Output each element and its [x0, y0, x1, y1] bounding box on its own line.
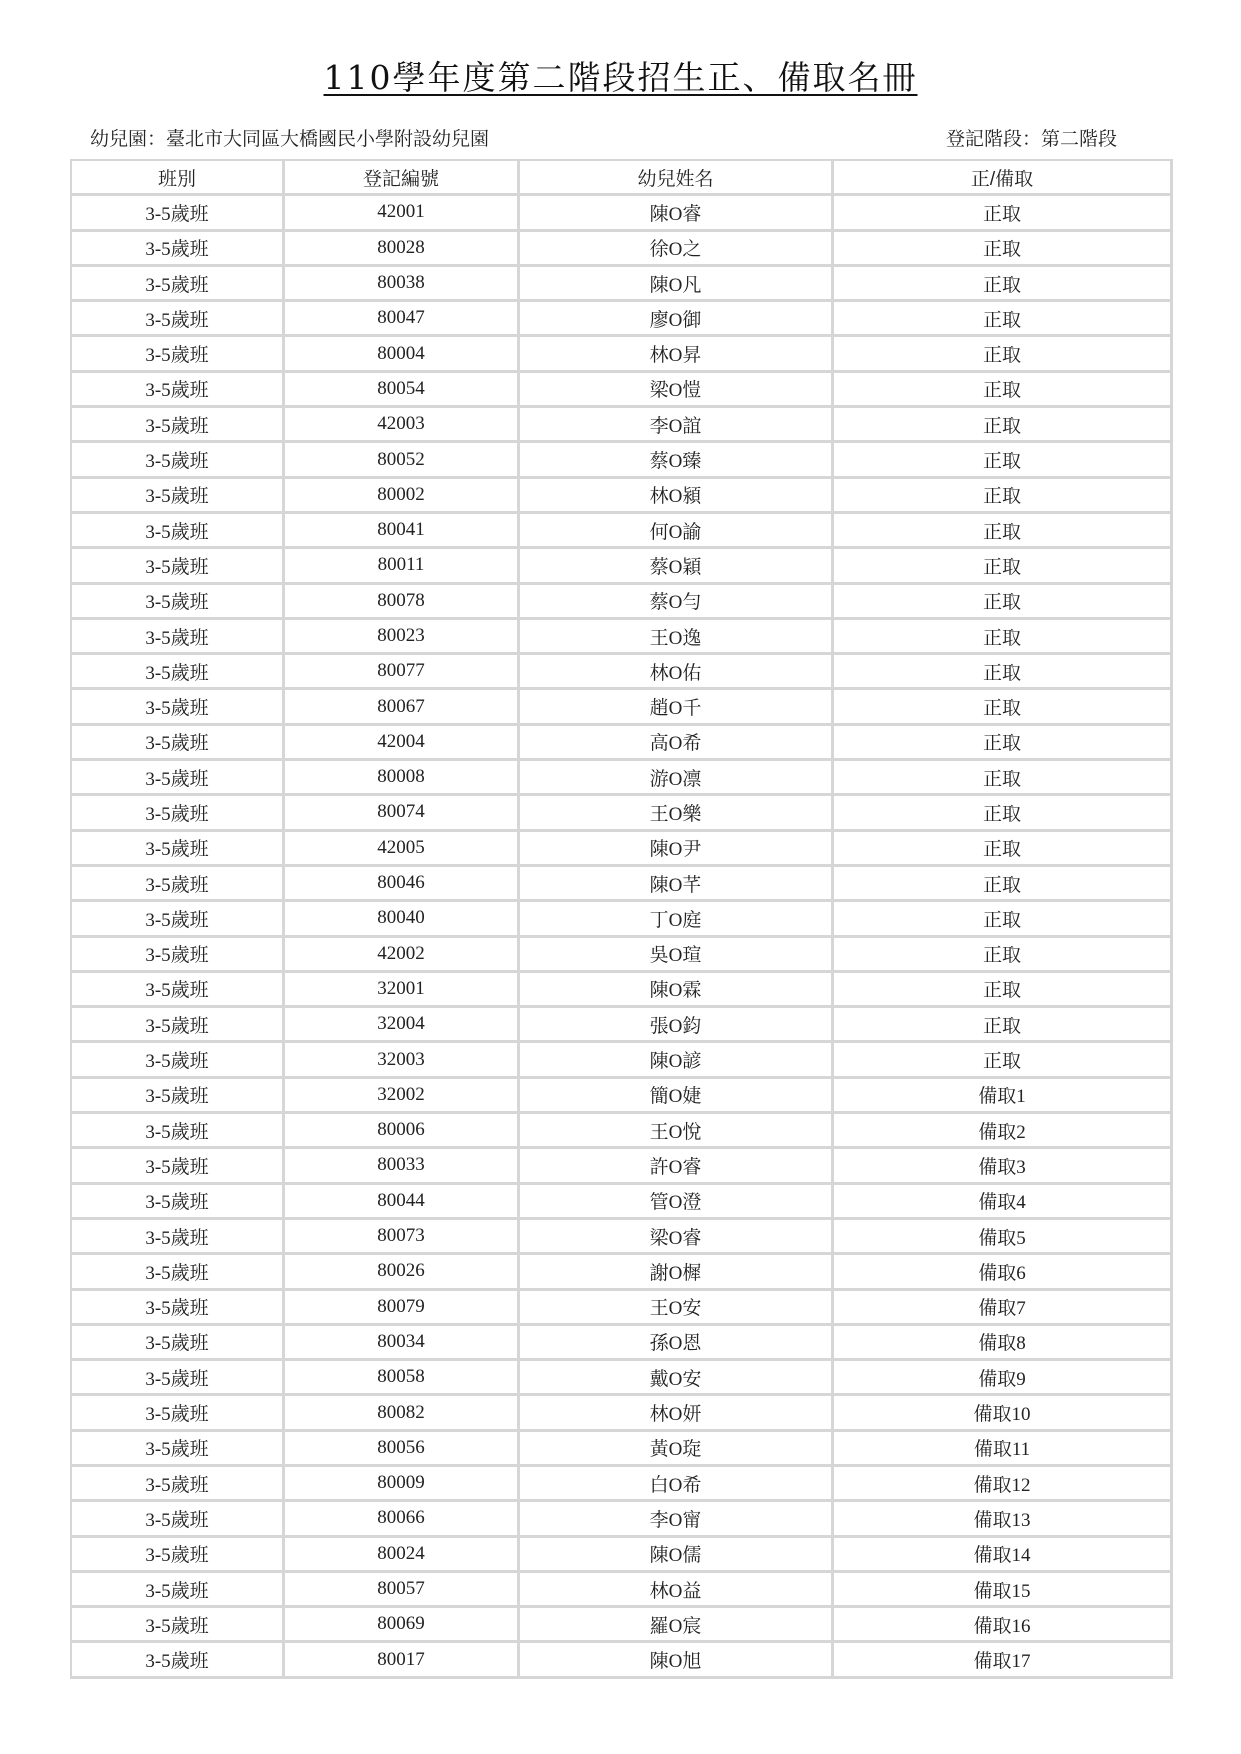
table-row: [72, 620, 1173, 655]
table-row: [72, 408, 1173, 443]
cell-admission-status: 正取: [834, 832, 1173, 867]
table-row: [72, 267, 1173, 302]
cell-child-name: 李O誼: [520, 408, 834, 443]
cell-registration-id: 80004: [285, 337, 520, 372]
cell-admission-status: 備取15: [834, 1573, 1173, 1608]
cell-class: 3-5歲班: [72, 902, 285, 937]
cell-registration-id: 42003: [285, 408, 520, 443]
cell-admission-status: 正取: [834, 867, 1173, 902]
table-row: [72, 514, 1173, 549]
cell-class: 3-5歲班: [72, 690, 285, 725]
cell-child-name: 徐O之: [520, 232, 834, 267]
cell-child-name: 陳O芊: [520, 867, 834, 902]
cell-registration-id: 80077: [285, 655, 520, 690]
table-row: [72, 796, 1173, 831]
cell-admission-status: 備取8: [834, 1326, 1173, 1361]
cell-admission-status: 正取: [834, 761, 1173, 796]
cell-admission-status: 備取2: [834, 1114, 1173, 1149]
cell-admission-status: 備取4: [834, 1185, 1173, 1220]
table-row: [72, 1396, 1173, 1431]
cell-child-name: 王O逸: [520, 620, 834, 655]
cell-class: 3-5歲班: [72, 267, 285, 302]
cell-child-name: 謝O樨: [520, 1255, 834, 1290]
header-child-name: 幼兒姓名: [520, 161, 834, 196]
cell-class: 3-5歲班: [72, 1643, 285, 1678]
cell-admission-status: 正取: [834, 549, 1173, 584]
cell-registration-id: 80009: [285, 1467, 520, 1502]
cell-registration-id: 80038: [285, 267, 520, 302]
table-row: [72, 232, 1173, 267]
table-row: [72, 1220, 1173, 1255]
cell-registration-id: 42002: [285, 938, 520, 973]
cell-child-name: 高O希: [520, 726, 834, 761]
cell-class: 3-5歲班: [72, 1538, 285, 1573]
cell-child-name: 林O益: [520, 1573, 834, 1608]
table-row: [72, 585, 1173, 620]
cell-class: 3-5歲班: [72, 867, 285, 902]
table-row: [72, 196, 1173, 231]
table-row: [72, 443, 1173, 478]
cell-admission-status: 正取: [834, 1043, 1173, 1078]
table-row: [72, 1467, 1173, 1502]
cell-child-name: 林O妍: [520, 1396, 834, 1431]
document-title-text: 110學年度第二階段招生正、備取名冊: [323, 58, 918, 97]
cell-registration-id: 80017: [285, 1643, 520, 1678]
cell-admission-status: 正取: [834, 1008, 1173, 1043]
table-row: [72, 1502, 1173, 1537]
cell-admission-status: 備取9: [834, 1361, 1173, 1396]
table-row: [72, 1643, 1173, 1678]
cell-child-name: 李O甯: [520, 1502, 834, 1537]
cell-registration-id: 80067: [285, 690, 520, 725]
cell-class: 3-5歲班: [72, 796, 285, 831]
cell-class: 3-5歲班: [72, 1326, 285, 1361]
cell-registration-id: 80034: [285, 1326, 520, 1361]
cell-child-name: 蔡O勻: [520, 585, 834, 620]
cell-admission-status: 正取: [834, 726, 1173, 761]
cell-registration-id: 80047: [285, 302, 520, 337]
cell-class: 3-5歲班: [72, 1361, 285, 1396]
cell-registration-id: 32004: [285, 1008, 520, 1043]
cell-registration-id: 80074: [285, 796, 520, 831]
cell-child-name: 簡O婕: [520, 1079, 834, 1114]
cell-admission-status: 正取: [834, 585, 1173, 620]
table-row: [72, 938, 1173, 973]
cell-child-name: 王O安: [520, 1291, 834, 1326]
cell-class: 3-5歲班: [72, 1008, 285, 1043]
cell-child-name: 陳O尹: [520, 832, 834, 867]
cell-registration-id: 80024: [285, 1538, 520, 1573]
cell-admission-status: 備取1: [834, 1079, 1173, 1114]
cell-class: 3-5歲班: [72, 302, 285, 337]
cell-admission-status: 正取: [834, 302, 1173, 337]
table-row: [72, 479, 1173, 514]
cell-class: 3-5歲班: [72, 1220, 285, 1255]
cell-child-name: 梁O睿: [520, 1220, 834, 1255]
cell-admission-status: 正取: [834, 620, 1173, 655]
cell-class: 3-5歲班: [72, 1467, 285, 1502]
cell-registration-id: 42005: [285, 832, 520, 867]
cell-admission-status: 正取: [834, 796, 1173, 831]
cell-class: 3-5歲班: [72, 1502, 285, 1537]
cell-admission-status: 正取: [834, 973, 1173, 1008]
cell-registration-id: 80073: [285, 1220, 520, 1255]
cell-admission-status: 備取6: [834, 1255, 1173, 1290]
table-row: [72, 1043, 1173, 1078]
cell-class: 3-5歲班: [72, 196, 285, 231]
table-row: [72, 1326, 1173, 1361]
table-row: [72, 1185, 1173, 1220]
cell-child-name: 林O昇: [520, 337, 834, 372]
table-row: [72, 373, 1173, 408]
cell-class: 3-5歲班: [72, 1185, 285, 1220]
cell-admission-status: 備取7: [834, 1291, 1173, 1326]
cell-child-name: 王O樂: [520, 796, 834, 831]
cell-registration-id: 80006: [285, 1114, 520, 1149]
table-row: [72, 690, 1173, 725]
cell-class: 3-5歲班: [72, 938, 285, 973]
cell-registration-id: 80011: [285, 549, 520, 584]
cell-child-name: 廖O御: [520, 302, 834, 337]
cell-child-name: 梁O愷: [520, 373, 834, 408]
cell-admission-status: 正取: [834, 443, 1173, 478]
cell-registration-id: 32001: [285, 973, 520, 1008]
cell-child-name: 白O希: [520, 1467, 834, 1502]
cell-registration-id: 80054: [285, 373, 520, 408]
cell-class: 3-5歲班: [72, 1255, 285, 1290]
cell-child-name: 黃O琁: [520, 1432, 834, 1467]
cell-registration-id: 80056: [285, 1432, 520, 1467]
cell-child-name: 陳O凡: [520, 267, 834, 302]
cell-child-name: 陳O諺: [520, 1043, 834, 1078]
cell-registration-id: 80046: [285, 867, 520, 902]
cell-admission-status: 正取: [834, 655, 1173, 690]
cell-admission-status: 備取5: [834, 1220, 1173, 1255]
cell-registration-id: 80069: [285, 1608, 520, 1643]
cell-admission-status: 正取: [834, 938, 1173, 973]
table-row: [72, 1538, 1173, 1573]
cell-registration-id: 80026: [285, 1255, 520, 1290]
cell-class: 3-5歲班: [72, 655, 285, 690]
cell-registration-id: 80041: [285, 514, 520, 549]
cell-child-name: 趙O千: [520, 690, 834, 725]
cell-child-name: 游O凛: [520, 761, 834, 796]
cell-admission-status: 備取16: [834, 1608, 1173, 1643]
cell-class: 3-5歲班: [72, 1043, 285, 1078]
table-header-row: [72, 161, 1173, 196]
table-row: [72, 1432, 1173, 1467]
cell-class: 3-5歲班: [72, 514, 285, 549]
cell-class: 3-5歲班: [72, 373, 285, 408]
cell-class: 3-5歲班: [72, 337, 285, 372]
cell-class: 3-5歲班: [72, 549, 285, 584]
cell-registration-id: 80028: [285, 232, 520, 267]
table-row: [72, 1149, 1173, 1184]
cell-class: 3-5歲班: [72, 443, 285, 478]
cell-registration-id: 80044: [285, 1185, 520, 1220]
header-class: 班別: [72, 161, 285, 196]
cell-registration-id: 80078: [285, 585, 520, 620]
cell-child-name: 吳O瑄: [520, 938, 834, 973]
cell-registration-id: 80052: [285, 443, 520, 478]
cell-child-name: 蔡O臻: [520, 443, 834, 478]
cell-class: 3-5歲班: [72, 1149, 285, 1184]
cell-admission-status: 備取14: [834, 1538, 1173, 1573]
table-row: [72, 761, 1173, 796]
table-row: [72, 726, 1173, 761]
cell-class: 3-5歲班: [72, 761, 285, 796]
table-row: [72, 1114, 1173, 1149]
cell-admission-status: 正取: [834, 479, 1173, 514]
table-row: [72, 1608, 1173, 1643]
table-row: [72, 867, 1173, 902]
header-registration-id: 登記編號: [285, 161, 520, 196]
cell-admission-status: 備取10: [834, 1396, 1173, 1431]
cell-registration-id: 80008: [285, 761, 520, 796]
cell-child-name: 戴O安: [520, 1361, 834, 1396]
cell-class: 3-5歲班: [72, 973, 285, 1008]
cell-registration-id: 80066: [285, 1502, 520, 1537]
cell-admission-status: 正取: [834, 690, 1173, 725]
cell-class: 3-5歲班: [72, 408, 285, 443]
cell-registration-id: 32003: [285, 1043, 520, 1078]
document-title: [0, 56, 1241, 100]
cell-child-name: 羅O宸: [520, 1608, 834, 1643]
cell-child-name: 陳O霖: [520, 973, 834, 1008]
cell-child-name: 丁O庭: [520, 902, 834, 937]
cell-child-name: 林O佑: [520, 655, 834, 690]
table-row: [72, 973, 1173, 1008]
cell-class: 3-5歲班: [72, 1291, 285, 1326]
registration-stage-label: 登記階段：第二階段: [945, 129, 1117, 150]
cell-registration-id: 42004: [285, 726, 520, 761]
header-admission-status: 正/備取: [834, 161, 1173, 196]
cell-admission-status: 正取: [834, 373, 1173, 408]
table-row: [72, 1361, 1173, 1396]
cell-admission-status: 備取12: [834, 1467, 1173, 1502]
cell-admission-status: 備取13: [834, 1502, 1173, 1537]
cell-class: 3-5歲班: [72, 479, 285, 514]
kindergarten-label: 幼兒園：臺北市大同區大橋國民小學附設幼兒園: [90, 129, 490, 150]
table-row: [72, 1008, 1173, 1043]
cell-child-name: 管O澄: [520, 1185, 834, 1220]
table-row: [72, 1291, 1173, 1326]
cell-class: 3-5歲班: [72, 620, 285, 655]
cell-admission-status: 正取: [834, 196, 1173, 231]
cell-registration-id: 80057: [285, 1573, 520, 1608]
cell-admission-status: 正取: [834, 232, 1173, 267]
cell-admission-status: 正取: [834, 514, 1173, 549]
table-row: [72, 1573, 1173, 1608]
table-row: [72, 1255, 1173, 1290]
cell-admission-status: 正取: [834, 902, 1173, 937]
cell-class: 3-5歲班: [72, 1114, 285, 1149]
cell-child-name: 張O鈞: [520, 1008, 834, 1043]
table-row: [72, 549, 1173, 584]
cell-class: 3-5歲班: [72, 1079, 285, 1114]
cell-admission-status: 備取17: [834, 1643, 1173, 1678]
table-row: [72, 832, 1173, 867]
cell-class: 3-5歲班: [72, 726, 285, 761]
cell-class: 3-5歲班: [72, 1573, 285, 1608]
cell-child-name: 蔡O穎: [520, 549, 834, 584]
cell-registration-id: 80023: [285, 620, 520, 655]
cell-registration-id: 80058: [285, 1361, 520, 1396]
cell-registration-id: 32002: [285, 1079, 520, 1114]
cell-class: 3-5歲班: [72, 1608, 285, 1643]
cell-admission-status: 備取3: [834, 1149, 1173, 1184]
cell-class: 3-5歲班: [72, 1396, 285, 1431]
cell-registration-id: 80033: [285, 1149, 520, 1184]
cell-child-name: 何O諭: [520, 514, 834, 549]
cell-child-name: 陳O睿: [520, 196, 834, 231]
enrollment-roster-table: [70, 159, 1173, 1679]
cell-child-name: 林O潁: [520, 479, 834, 514]
cell-class: 3-5歲班: [72, 1432, 285, 1467]
cell-child-name: 許O睿: [520, 1149, 834, 1184]
cell-child-name: 王O悅: [520, 1114, 834, 1149]
table-row: [72, 1079, 1173, 1114]
cell-admission-status: 正取: [834, 408, 1173, 443]
table-row: [72, 902, 1173, 937]
cell-class: 3-5歲班: [72, 585, 285, 620]
table-body: [72, 196, 1173, 1678]
cell-registration-id: 80082: [285, 1396, 520, 1431]
table-row: [72, 655, 1173, 690]
cell-class: 3-5歲班: [72, 232, 285, 267]
cell-registration-id: 80040: [285, 902, 520, 937]
cell-child-name: 陳O儒: [520, 1538, 834, 1573]
table-row: [72, 302, 1173, 337]
cell-class: 3-5歲班: [72, 832, 285, 867]
cell-child-name: 孫O恩: [520, 1326, 834, 1361]
cell-admission-status: 正取: [834, 267, 1173, 302]
cell-registration-id: 80002: [285, 479, 520, 514]
cell-admission-status: 正取: [834, 337, 1173, 372]
cell-admission-status: 備取11: [834, 1432, 1173, 1467]
cell-child-name: 陳O旭: [520, 1643, 834, 1678]
cell-registration-id: 42001: [285, 196, 520, 231]
table-row: [72, 337, 1173, 372]
cell-registration-id: 80079: [285, 1291, 520, 1326]
